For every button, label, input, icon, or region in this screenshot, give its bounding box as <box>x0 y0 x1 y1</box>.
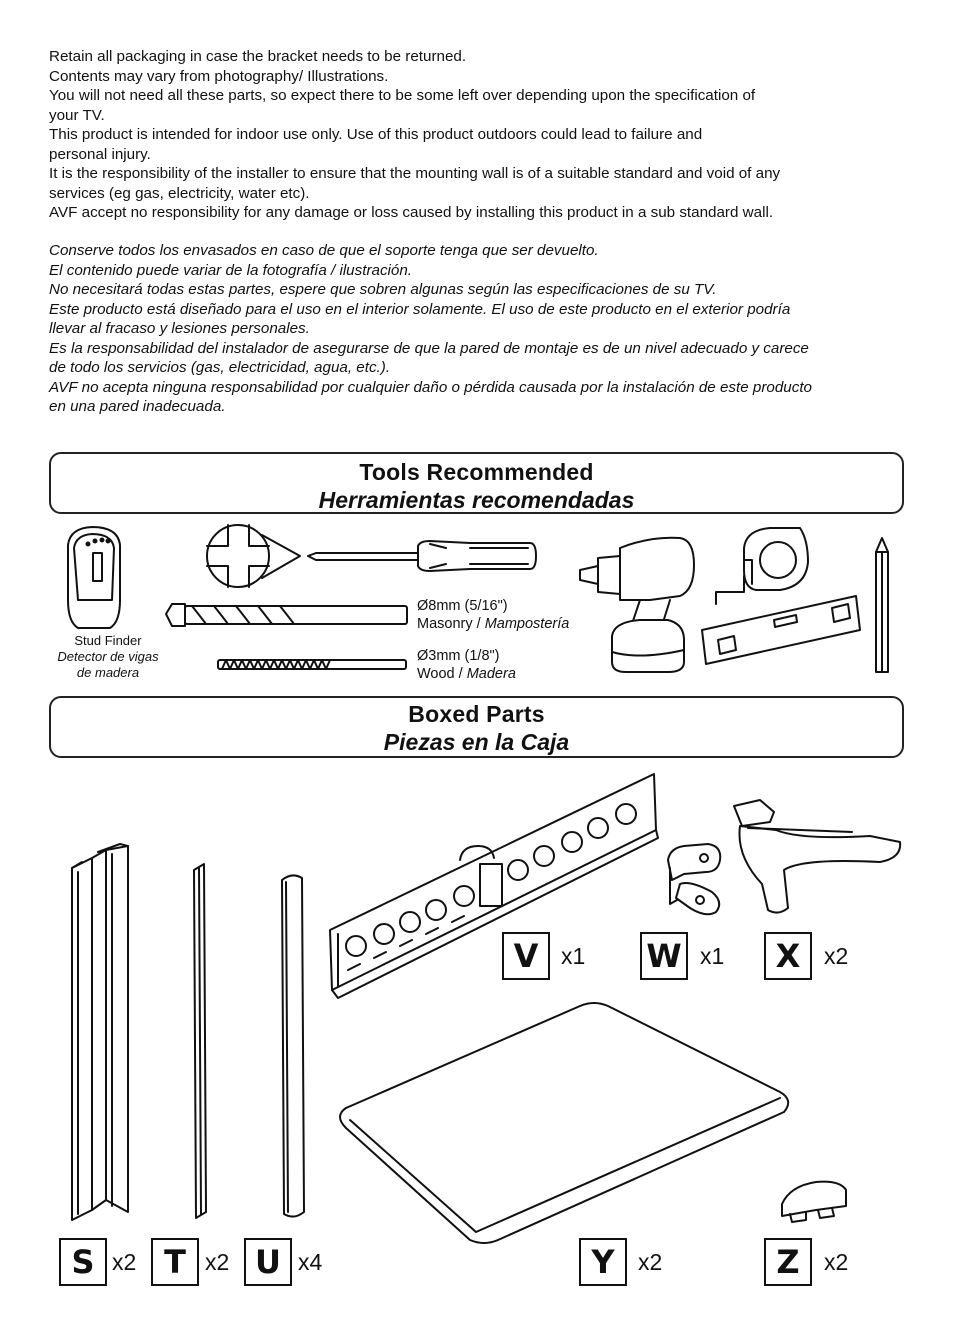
phillips-head-icon <box>207 525 300 587</box>
notice-line: AVF accept no responsibility for any damage or loss caused by installing this product in a sub standard wall. <box>49 204 774 221</box>
parts-title-es: Piezas en la Caja <box>383 729 570 755</box>
parts-banner <box>49 696 904 758</box>
tools-title-es: Herramientas recomendadas <box>318 487 635 513</box>
notice-line: You will not need all these parts, so expect there to be some left over depending upon the specification of <box>49 87 756 104</box>
notice-line: No necesitará todas estas partes, espere que sobren algunas según las especificaciones de su TV. <box>49 281 717 298</box>
masonry-bit-separator: / <box>472 616 485 632</box>
part-qty-u: x4 <box>298 1249 323 1275</box>
notice-line: This product is intended for indoor use only. Use of this product outdoors could lead to failure and <box>49 126 703 143</box>
parts-title-en: Boxed Parts <box>408 701 545 727</box>
wood-bit-icon <box>218 660 406 669</box>
wood-bit-size: Ø3mm (1/8") <box>417 648 500 664</box>
part-label-t: T <box>151 1238 199 1286</box>
tape-measure-icon <box>716 528 808 604</box>
part-w-drawing <box>668 844 720 914</box>
part-qty-z: x2 <box>824 1249 849 1275</box>
part-qty-t: x2 <box>205 1249 230 1275</box>
masonry-bit-caption <box>417 597 569 633</box>
part-label-u: U <box>244 1238 292 1286</box>
wood-bit-label-es: Madera <box>466 666 516 682</box>
stud-finder-icon <box>68 527 120 628</box>
part-qty-v: x1 <box>561 943 586 969</box>
part-qty-w: x1 <box>700 943 725 969</box>
wood-bit-caption <box>417 647 516 683</box>
part-label-w: W <box>640 932 688 980</box>
part-label-y: Y <box>579 1238 627 1286</box>
wood-bit-label-en: Wood <box>417 666 455 682</box>
notice-line: llevar al fracaso y lesiones personales. <box>49 320 310 337</box>
stud-finder-label-es-2: de madera <box>76 665 140 680</box>
part-z-drawing <box>782 1182 846 1222</box>
notice-line: Conserve todos los envasados en caso de que el soporte tenga que ser devuelto. <box>49 242 599 259</box>
notice-line: It is the responsibility of the installer to ensure that the mounting wall is of a suitable standard and void of any <box>49 165 781 182</box>
notice-line: El contenido puede variar de la fotografía / ilustración. <box>49 261 413 279</box>
notice-line: Es la responsabilidad del instalador de asegurarse de que la pared de montaje es de un nivel adecuado y carece <box>49 339 809 357</box>
part-qty-y: x2 <box>638 1249 663 1275</box>
stud-finder-label: Stud Finder <box>74 633 142 648</box>
notice-line: de todo los servicios (gas, electricidad, agua, etc.). <box>49 359 391 376</box>
tools-title-en: Tools Recommended <box>359 459 594 485</box>
part-x-drawing <box>734 800 900 913</box>
part-label-z: Z <box>764 1238 812 1286</box>
notice-line: personal injury. <box>49 145 151 163</box>
masonry-bit-icon <box>166 604 407 626</box>
stud-finder-caption <box>40 633 176 681</box>
part-label-s: S <box>59 1238 107 1286</box>
part-t-drawing <box>194 864 206 1218</box>
masonry-bit-label-en: Masonry <box>417 616 473 632</box>
part-v-drawing <box>330 774 658 998</box>
part-qty-x: x2 <box>824 943 849 969</box>
notice-line: Contents may vary from photography/ Illustrations. <box>49 67 389 85</box>
screwdriver-icon <box>308 541 536 571</box>
part-qty-s: x2 <box>112 1249 137 1275</box>
notice-line: services (eg gas, electricity, water etc). <box>49 184 310 202</box>
masonry-bit-label-es: Mampostería <box>484 616 570 632</box>
part-label-x: X <box>764 932 812 980</box>
masonry-bit-size: Ø8mm (5/16") <box>417 598 508 614</box>
notice-line: Retain all packaging in case the bracket needs to be returned. <box>49 48 467 65</box>
spirit-level-icon <box>702 596 860 664</box>
wood-bit-separator: / <box>454 666 467 682</box>
cordless-drill-icon <box>580 538 694 672</box>
pencil-icon <box>876 538 888 672</box>
part-s-drawing <box>72 844 128 1220</box>
part-label-v: V <box>502 932 550 980</box>
notice-line: en una pared inadecuada. <box>49 398 226 415</box>
part-u-drawing <box>282 875 304 1216</box>
notice-line: AVF no acepta ninguna responsabilidad por cualquier daño o pérdida causada por la instalación de este producto <box>49 378 813 396</box>
notice-line: your TV. <box>49 106 105 124</box>
notice-line: Este producto está diseñado para el uso en el interior solamente. El uso de este producto en el exterior podría <box>49 300 791 318</box>
part-y-drawing <box>340 1003 788 1243</box>
stud-finder-label-es-1: Detector de vigas <box>57 649 159 664</box>
